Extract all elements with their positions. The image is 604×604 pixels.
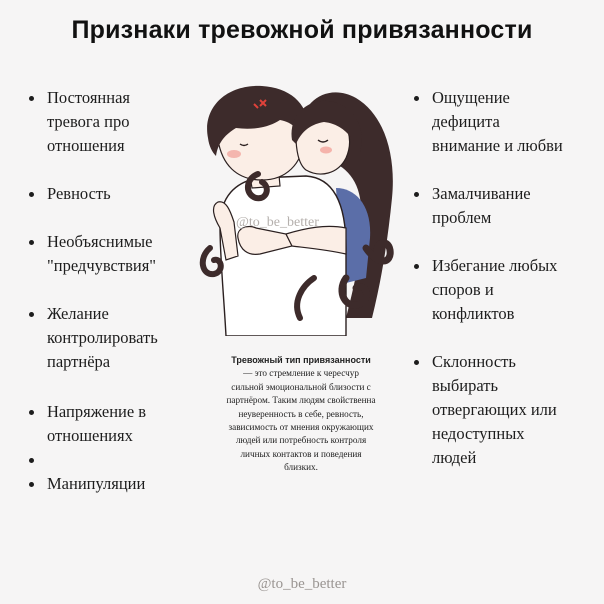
list-item-line: Необъяснимые [47, 232, 153, 251]
list-item [29, 400, 146, 448]
watermark: @to_be_better [236, 215, 319, 230]
list-item-line: споров и [432, 280, 494, 299]
list-item-line: контролировать [47, 328, 158, 347]
list-item-line: конфликтов [432, 304, 515, 323]
list-item-line: Избегание любых [432, 256, 558, 275]
list-item [414, 86, 563, 158]
list-item-line: "предчувствия" [47, 256, 157, 275]
list-item [414, 182, 531, 230]
list-item [29, 230, 156, 278]
page-title: Признаки тревожной привязанности [71, 16, 533, 44]
list-item [414, 254, 557, 326]
list-item-line: внимание и любви [432, 136, 563, 155]
list-item [29, 302, 158, 374]
list-item-line: Ощущение [432, 88, 510, 107]
list-item-line: проблем [432, 208, 492, 227]
description-body: — это стремление к чересчур сильной эмоциональной близости с партнёром. Таким людям свойственна неуверенность в себе, ревность, зависимость от мнения окружающих людей или потребность контроля личных контактов и поведения близких. [226, 368, 376, 473]
list-item-line: партнёра [47, 352, 111, 371]
list-item-line: недоступных [432, 424, 525, 443]
list-item-line: отношения [47, 136, 125, 155]
list-item-line: Постоянная [47, 88, 130, 107]
list-item-line: отношениях [47, 426, 133, 445]
list-item-line: людей [432, 448, 477, 467]
list-item-line: Склонность [432, 352, 516, 371]
list-item-line: Желание [47, 304, 109, 323]
description-text [226, 354, 376, 475]
list-item-line: дефицита [432, 112, 500, 131]
list-item [414, 350, 557, 470]
description-term: Тревожный тип привязанности [231, 355, 371, 365]
list-item [29, 182, 111, 206]
couple-illustration-svg [196, 78, 416, 336]
list-item [29, 86, 130, 158]
list-item-line: Ревность [47, 184, 111, 203]
couple-illustration [196, 78, 416, 336]
list-item [29, 472, 145, 496]
list-item-line: Замалчивание [432, 184, 531, 203]
list-item-line: тревога про [47, 112, 130, 131]
footer-watermark: @to_be_better [257, 576, 347, 592]
list-item-line: Напряжение в [47, 402, 147, 421]
list-item-line: выбирать [432, 376, 498, 395]
list-item-line: Манипуляции [47, 474, 146, 493]
list-item-line: отвергающих или [432, 400, 557, 419]
